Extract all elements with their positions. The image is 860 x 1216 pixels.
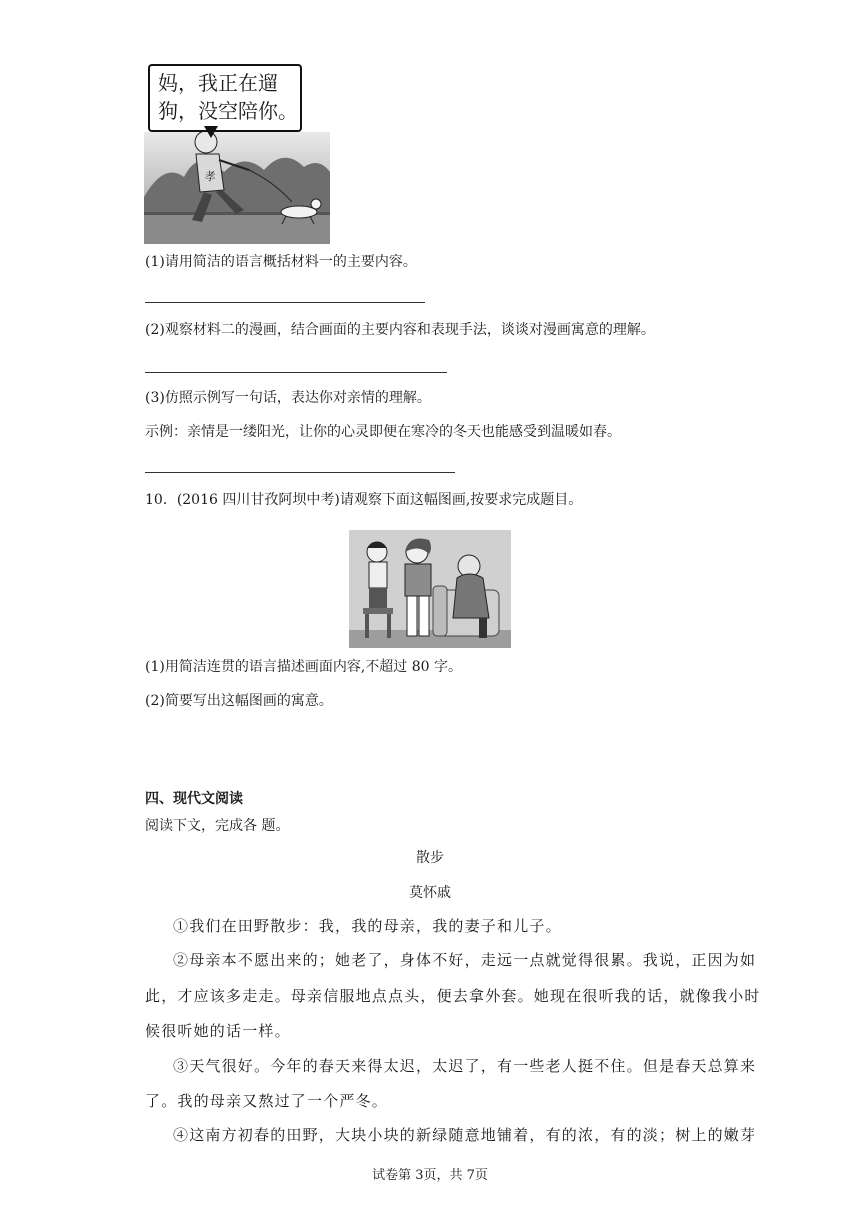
q9-sub2: (2)观察材料二的漫画，结合画面的主要内容和表现手法，谈谈对漫画寓意的理解。 — [145, 322, 655, 338]
q10-sub1: (1)用简洁连贯的语言描述画面内容,不超过 80 字。 — [145, 659, 462, 675]
speech-bubble — [148, 64, 302, 132]
page-footer: 试卷第 3页，共 7页 — [372, 1168, 488, 1183]
paragraph-2-line-3: 候很听她的话一样。 — [145, 1022, 291, 1040]
q10-prompt: 10．(2016 四川甘孜阿坝中考)请观察下面这幅图画,按要求完成题目。 — [145, 492, 583, 508]
cartoon-walking-dog — [144, 62, 330, 244]
paragraph-3-line-1: ③天气很好。今年的春天来得太迟，太迟了，有一些老人挺不住。但是春天总算来 — [173, 1057, 757, 1075]
paragraph-3-line-2: 了。我的母亲又熬过了一个严冬。 — [145, 1092, 389, 1110]
answer-line-1[interactable] — [145, 302, 425, 303]
article-title: 散步 — [416, 850, 444, 866]
section-heading: 四、现代文阅读 — [145, 791, 243, 807]
reading-instruction: 阅读下文，完成各 题。 — [145, 818, 290, 834]
q9-sub1: (1)请用简洁的语言概括材料一的主要内容。 — [145, 254, 417, 270]
answer-line-2[interactable] — [145, 372, 447, 373]
q9-example: 示例：亲情是一缕阳光，让你的心灵即便在寒冷的冬天也能感受到温暖如春。 — [145, 424, 621, 440]
cartoon-family — [349, 530, 511, 648]
paragraph-2-line-1: ②母亲本不愿出来的；她老了，身体不好，走远一点就觉得很累。我说，正因为如 — [173, 951, 757, 969]
paragraph-1-line-1: ①我们在田野散步：我，我的母亲，我的妻子和儿子。 — [173, 917, 562, 935]
paragraph-2-line-2: 此，才应该多走走。母亲信服地点点头，便去拿外套。她现在很听我的话，就像我小时 — [145, 987, 761, 1005]
speech-line-1: 妈，我正在遛 — [158, 71, 278, 95]
q9-sub3: (3)仿照示例写一句话，表达你对亲情的理解。 — [145, 390, 431, 406]
article-author: 莫怀戚 — [409, 885, 451, 901]
paragraph-1 — [173, 909, 562, 943]
paragraph-4-line-1: ④这南方初春的田野，大块小块的新绿随意地铺着，有的浓，有的淡；树上的嫩芽 — [173, 1126, 757, 1144]
shirt-text: 孝 — [204, 170, 216, 183]
speech-bubble-tail — [204, 126, 218, 138]
q10-sub2: (2)简要写出这幅图画的寓意。 — [145, 693, 333, 709]
answer-line-3[interactable] — [145, 472, 455, 473]
speech-line-2: 狗，没空陪你。 — [158, 99, 298, 123]
